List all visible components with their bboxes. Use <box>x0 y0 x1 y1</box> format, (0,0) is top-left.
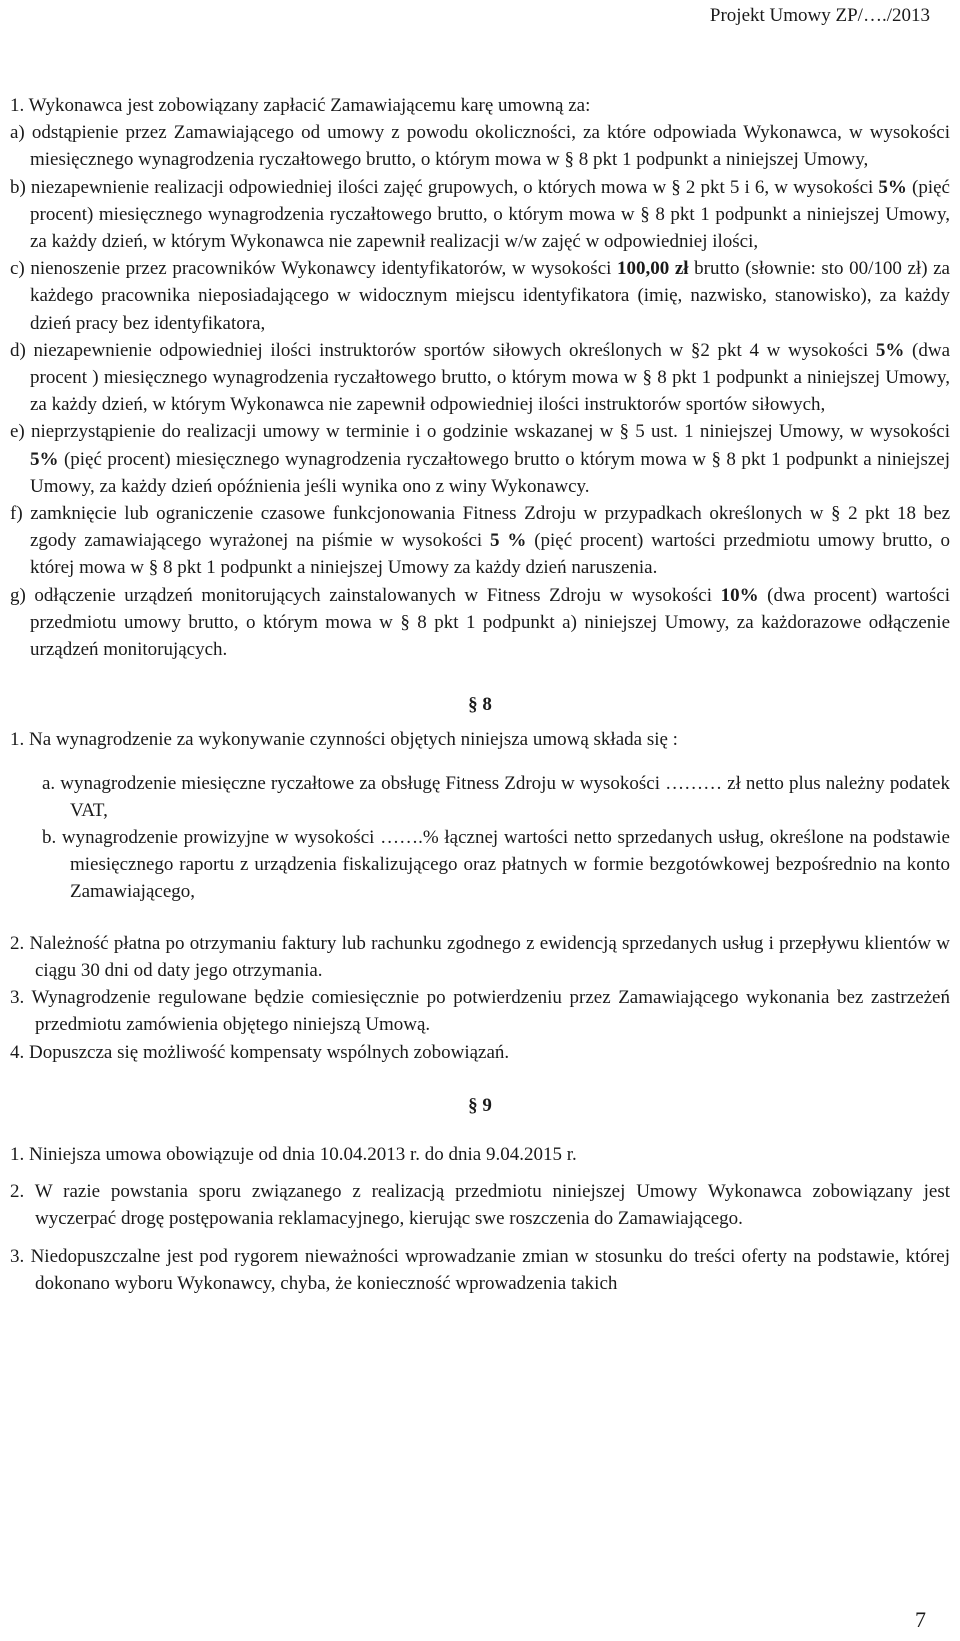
penalty-c-text-2: brutto (słownie: sto 00/100 zł) za każdego pracownika nieposiadającego w widocznym miejscu identyfikatora (imię, nazwisko, stanowisko), za każdy dzień pracy bez identyfikatora, <box>30 258 950 334</box>
penalty-item-e <box>10 418 950 500</box>
spacer <box>10 1168 950 1178</box>
penalty-item-c <box>10 255 950 337</box>
section-8-item-a: a. wynagrodzenie miesięczne ryczałtowe za obsługę Fitness Zdroju w wysokości ……… zł netto plus należny podatek VAT, <box>42 772 950 821</box>
penalty-b-text-2: (pięć procent) miesięcznego wynagrodzenia ryczałtowego brutto, o którym mowa w § 8 pkt 1 podpunkt a niniejszej Umowy, za każdy dzień, w którym Wykonawca nie zapewnił realizacji w/w zajęć w odpowiedniej ilości, <box>30 176 950 253</box>
section-9-paragraph-2: 2. W razie powstania sporu związanego z realizacją przedmiotu niniejszej Umowy Wykonawca zobowiązany jest wyczerpać drogę postępowania reklamacyjnego, kierując swe roszczenia do Zamawiającego. <box>10 1181 950 1230</box>
penalty-item-g <box>10 582 950 664</box>
page-number: 7 <box>915 1607 926 1632</box>
penalty-g-text-1: g) odłączenie urządzeń monitorujących zainstalowanych w Fitness Zdroju w wysokości <box>10 584 721 606</box>
section-8-paragraph-3: 3. Wynagrodzenie regulowane będzie comiesięcznie po potwierdzeniu przez Zamawiającego wykonania bez zastrzeżeń przedmiotu zamówienia objętego niniejszą Umową. <box>10 987 950 1036</box>
penalty-item-f <box>10 500 950 582</box>
penalty-c-text-1: c) nienoszenie przez pracowników Wykonawcy identyfikatorów, w wysokości <box>10 258 617 280</box>
paragraph-1-intro: 1. Wykonawca jest zobowiązany zapłacić Zamawiającemu karę umowną za: <box>10 95 591 116</box>
spacer <box>10 1129 950 1141</box>
section-8-item-b: b. wynagrodzenie prowizyjne w wysokości …….% łącznej wartości netto sprzedanych usług, określone na podstawie miesięcznego raportu z urządzenia fiskalizującego oraz płatnych w formie bezgotówkowej bezpośrednio na konto Zamawiającego, <box>42 827 950 903</box>
penalty-f-text-1: f) zamknięcie lub ograniczenie czasowe funkcjonowania Fitness Zdroju w przypadkach określonych w § 2 pkt 18 bez zgody zamawiającego wyrażonej na piśmie w wysokości <box>10 503 950 552</box>
section-8-paragraph-2: 2. Należność płatna po otrzymaniu faktury lub rachunku zgodnego z ewidencją sprzedanych usług i przepływu klientów w ciągu 30 dni od daty jego otrzymania. <box>10 932 950 981</box>
penalty-item-d <box>10 337 950 419</box>
section-8-paragraph-4: 4. Dopuszcza się możliwość kompensaty wspólnych zobowiązań. <box>10 1041 510 1063</box>
penalty-item-b <box>10 174 950 256</box>
penalty-g-rate: 10% <box>720 584 759 606</box>
section-9-paragraph-1: 1. Niniejsza umowa obowiązuje od dnia 10.04.2013 r. do dnia 9.04.2015 r. <box>10 1143 577 1165</box>
penalty-item-a: a) odstąpienie przez Zamawiającego od umowy z powodu okoliczności, za które odpowiada Wykonawca, w wysokości miesięcznego wynagrodzenia ryczałtowego brutto, o którym mowa w § 8 pkt 1 podpunkt a niniejszej Umowy, <box>10 122 950 171</box>
spacer <box>10 1233 950 1243</box>
penalty-d-rate: 5% <box>875 339 905 361</box>
penalty-b-rate: 5% <box>878 176 907 198</box>
penalty-c-amount: 100,00 zł <box>617 258 689 280</box>
section-9-heading: § 9 <box>468 1094 492 1116</box>
spacer <box>10 754 950 770</box>
section-9-paragraph-3: 3. Niedopuszczalne jest pod rygorem nieważności wprowadzanie zmian w stosunku do treści oferty na podstawie, której dokonano wyboru Wykonawcy, chyba, że konieczność wprowadzenia takich <box>10 1245 950 1294</box>
penalty-f-rate: 5 % <box>490 530 527 552</box>
penalty-e-text-1: e) nieprzystąpienie do realizacji umowy w terminie i o godzinie wskazanej w § 5 ust. 1 niniejszej Umowy, w wysokości <box>10 421 950 443</box>
penalty-e-text-2: (pięć procent) miesięcznego wynagrodzenia ryczałtowego brutto o którym mowa w § 8 pkt 1 podpunkt a niniejszej Umowy, za każdy dzień opóźnienia jeśli wynika ono z winy Wykonawcy. <box>30 448 950 497</box>
penalty-d-text-2: (dwa procent ) miesięcznego wynagrodzenia ryczałtowego brutto, o którym mowa w § 8 pkt 1 podpunkt a niniejszej Umowy, za każdy dzień, w którym Wykonawca nie zapewnił odpowiedniej ilości instruktorów sportów siłowych, <box>30 339 951 416</box>
document-header: Projekt Umowy ZP/…./2013 <box>709 5 930 26</box>
penalty-b-text-1: b) niezapewnienie realizacji odpowiedniej ilości zajęć grupowych, o których mowa w § 2 pkt 5 i 6, w wysokości <box>10 176 879 198</box>
penalty-d-text-1: d) niezapewnienie odpowiedniej ilości instruktorów sportów siłowych określonych w §2 pkt 4 w wysokości <box>10 339 876 361</box>
penalty-g-text-2: (dwa procent) wartości przedmiotu umowy brutto, o którym mowa w § 8 pkt 1 podpunkt a) niniejszej Umowy, za każdorazowe odłączenie urządzeń monitorujących. <box>30 584 950 661</box>
section-8-paragraph-1: 1. Na wynagrodzenie za wykonywanie czynności objętych niniejsza umową składa się : <box>10 729 678 751</box>
penalty-f-text-2: (pięć procent) wartości przedmiotu umowy brutto, o której mowa w § 8 pkt 1 podpunkt a niniejszej Umowy za każdy dzień naruszenia. <box>30 530 950 579</box>
spacer <box>10 906 950 930</box>
document-body <box>10 92 950 1297</box>
section-8-heading: § 8 <box>468 694 492 716</box>
penalty-e-rate: 5% <box>30 448 59 470</box>
